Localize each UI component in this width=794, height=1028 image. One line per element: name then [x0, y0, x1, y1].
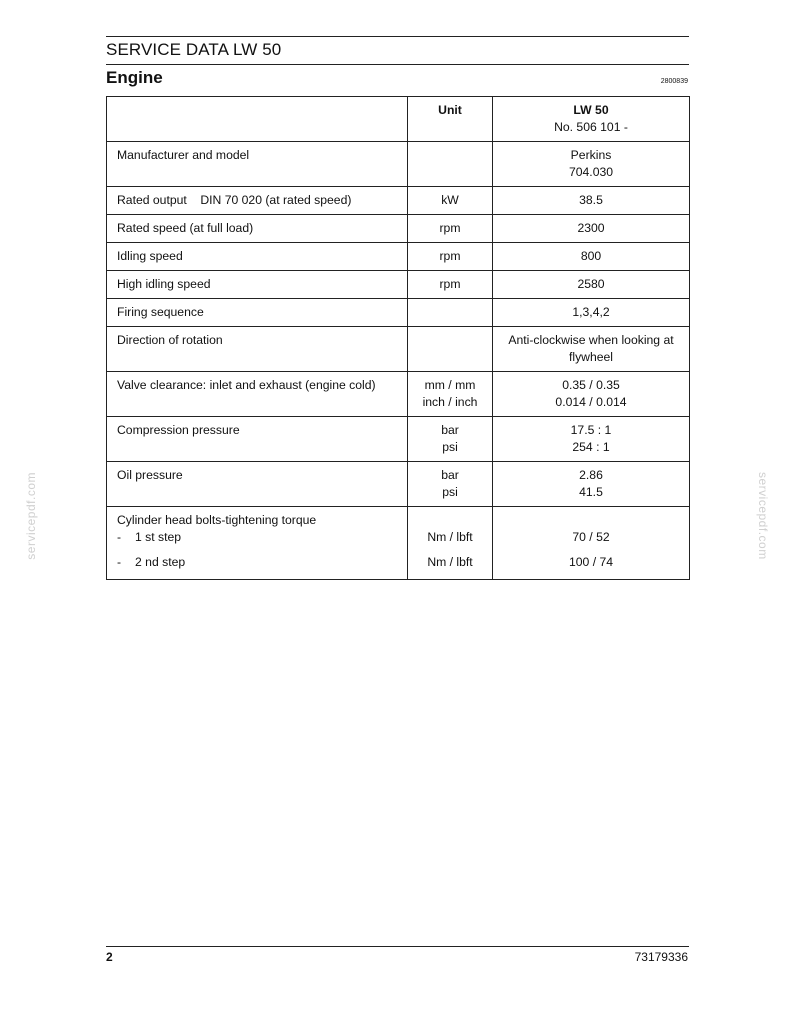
- row-value: 2580: [493, 271, 690, 299]
- header-model: [493, 97, 690, 142]
- watermark-right: servicepdf.com: [756, 472, 770, 560]
- row-label: Rated speed (at full load): [107, 215, 408, 243]
- row-label: Direction of rotation: [107, 327, 408, 372]
- table-header-row: [107, 97, 690, 142]
- torque-desc: Cylinder head bolts-tightening torque: [117, 513, 317, 527]
- row-unit: rpm: [408, 243, 493, 271]
- document-title: SERVICE DATA LW 50: [106, 40, 282, 59]
- row-unit: bar psi: [408, 462, 493, 507]
- row-unit: [408, 142, 493, 187]
- row-value: 17.5 : 1 254 : 1: [493, 417, 690, 462]
- row-label: Manufacturer and model: [107, 142, 408, 187]
- header-empty-cell: [107, 97, 408, 142]
- row-label: Valve clearance: inlet and exhaust (engine cold): [107, 372, 408, 417]
- section-title: Engine: [106, 68, 163, 87]
- row-unit: rpm: [408, 215, 493, 243]
- row-value: 1,3,4,2: [493, 299, 690, 327]
- step-1-label: 1 st step: [135, 530, 182, 544]
- table-row: [107, 372, 690, 417]
- top-rule: [106, 36, 689, 37]
- row-label: Compression pressure: [107, 417, 408, 462]
- footer-rule: [106, 946, 689, 947]
- table-row: [107, 142, 690, 187]
- row-value: Perkins 704.030: [493, 142, 690, 187]
- row-value: 0.35 / 0.35 0.014 / 0.014: [493, 372, 690, 417]
- table-row: [107, 462, 690, 507]
- table-row: [107, 215, 690, 243]
- watermark-left: servicepdf.com: [24, 472, 38, 560]
- row-unit: bar psi: [408, 417, 493, 462]
- row-value: 38.5: [493, 187, 690, 215]
- row-unit: rpm: [408, 271, 493, 299]
- row-value: 2.86 41.5: [493, 462, 690, 507]
- row-label: High idling speed: [107, 271, 408, 299]
- page-number: 2: [106, 950, 113, 964]
- title-rule: [106, 64, 689, 65]
- torque-value-cell: [493, 507, 690, 580]
- torque-row: [107, 507, 690, 580]
- table-row: [107, 271, 690, 299]
- step-2-value: 100 / 74: [568, 555, 614, 569]
- row-unit: kW: [408, 187, 493, 215]
- engine-spec-table: [106, 96, 690, 580]
- step-2-label: 2 nd step: [135, 555, 186, 569]
- row-label: Rated output DIN 70 020 (at rated speed): [107, 187, 408, 215]
- row-unit: [408, 299, 493, 327]
- row-label: Idling speed: [107, 243, 408, 271]
- model-serial: No. 506 101 -: [554, 120, 628, 134]
- row-value: 800: [493, 243, 690, 271]
- row-value: Anti-clockwise when looking at flywheel: [493, 327, 690, 372]
- header-unit: Unit: [408, 97, 493, 142]
- torque-desc-cell: Cylinder head bolts-tightening torque - 1 st step - 2 nd step: [107, 507, 408, 580]
- table-row: [107, 327, 690, 372]
- table-row: [107, 187, 690, 215]
- torque-unit-cell: [408, 507, 493, 580]
- row-label: Firing sequence: [107, 299, 408, 327]
- row-unit: mm / mm inch / inch: [408, 372, 493, 417]
- table-row: [107, 243, 690, 271]
- figure-code: 2800839: [660, 78, 688, 85]
- step-2-unit: Nm / lbft: [427, 555, 473, 569]
- step-1-unit: Nm / lbft: [427, 530, 473, 544]
- table-row: [107, 299, 690, 327]
- row-value: 2300: [493, 215, 690, 243]
- document-number: 73179336: [634, 950, 688, 964]
- step-1-value: 70 / 52: [572, 530, 610, 544]
- model-name: LW 50: [573, 103, 609, 117]
- row-label: Oil pressure: [107, 462, 408, 507]
- table-row: [107, 417, 690, 462]
- row-unit: [408, 327, 493, 372]
